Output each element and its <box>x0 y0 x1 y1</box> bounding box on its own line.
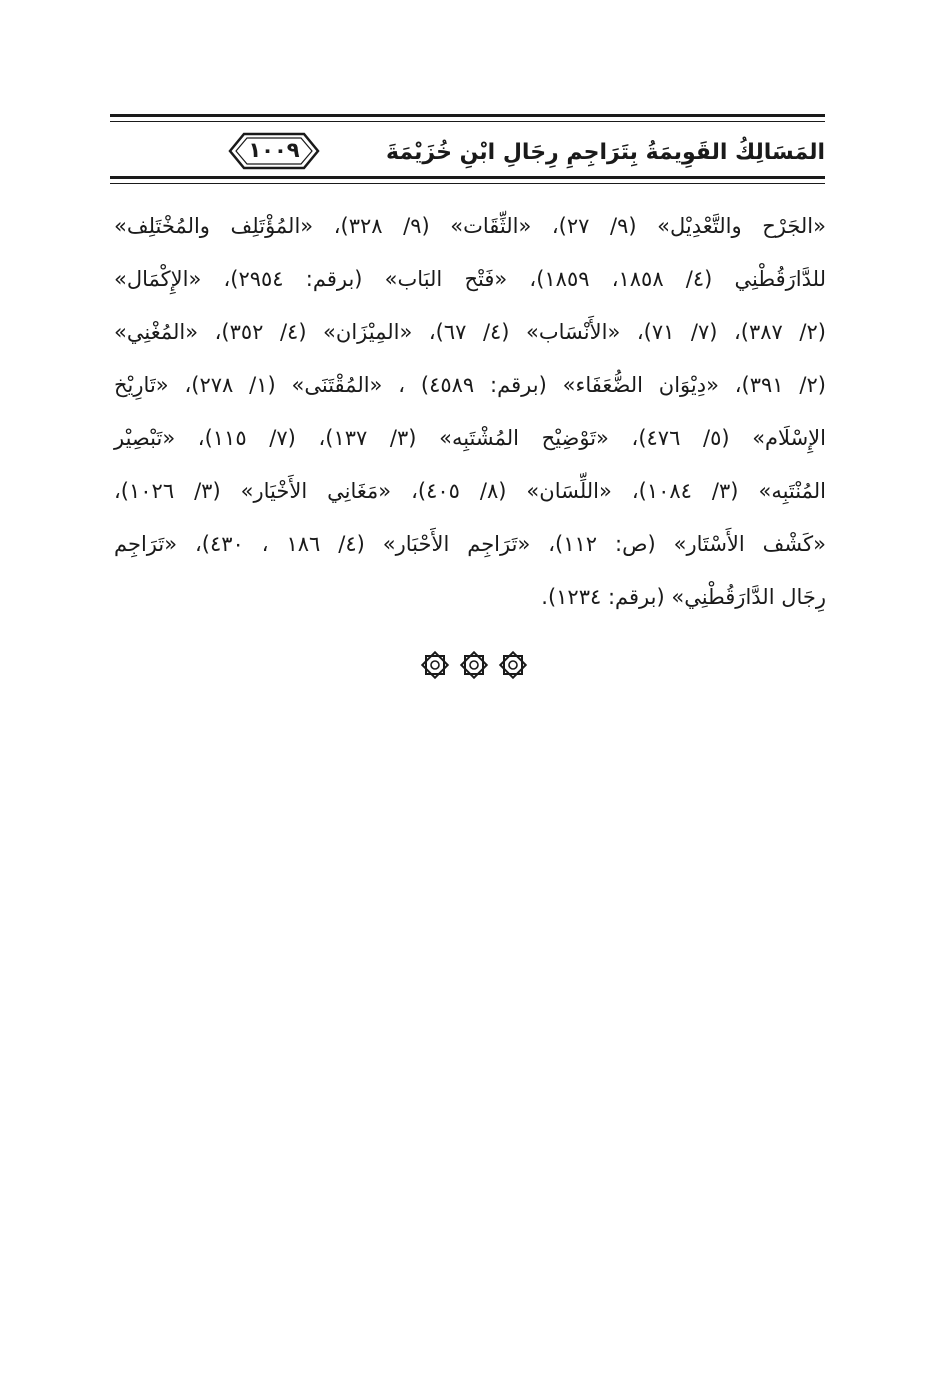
section-end-ornament <box>420 650 528 680</box>
eight-point-star-icon <box>420 650 450 680</box>
page-number-badge <box>226 128 322 174</box>
header-rule-bottom-thick <box>110 176 825 179</box>
text-line: الإِسْلَام» (٥/ ٤٧٦)، «تَوْضِيْح المُشْتَبِه» (٣/ ١٣٧)، (٧/ ١١٥)، «تَبْصِيْر <box>114 426 826 450</box>
text-line: للدَّارَقُطْنِي (٤/ ١٨٥٨، ١٨٥٩)، «فَتْح البَاب» (برقم: ٢٩٥٤)، «الإِكْمَال» <box>114 267 826 291</box>
header-rule-top-thick <box>110 114 825 117</box>
text-line: رِجَال الدَّارَقُطْنِي» (برقم: ١٢٣٤). <box>541 585 826 609</box>
text-line: «الجَرْح والتَّعْدِيْل» (٩/ ٢٧)، «الثِّقَات» (٩/ ٣٢٨)، «المُؤْتَلِف والمُخْتَلِف» <box>114 214 826 238</box>
text-line: المُنْتَبِه» (٣/ ١٠٨٤)، «اللِّسَان» (٨/ ٤٠٥)، «مَغَانِي الأَخْيَار» (٣/ ١٠٢٦)، <box>114 479 826 503</box>
eight-point-star-icon <box>459 650 489 680</box>
header-rule-bottom-thin <box>110 183 825 184</box>
header-rule-top-thin <box>110 121 825 122</box>
page-number: ١٠٠٩ <box>248 138 300 162</box>
running-title: المَسَالِكُ القَوِيمَةُ بِتَرَاجِمِ رِجَالِ ابْنِ خُزَيْمَةَ <box>386 140 825 165</box>
footnote-body <box>114 200 826 624</box>
text-line: «كَشْف الأَسْتَار» (ص: ١١٢)، «تَرَاجِم الأَحْبَار» (٤/ ١٨٦ ، ٤٣٠)، «تَرَاجِم <box>114 532 826 556</box>
text-line: (٢/ ٣٨٧)، (٧/ ٧١)، «الأَنْسَاب» (٤/ ٦٧)، «المِيْزَان» (٤/ ٣٥٢)، «المُغْنِي» <box>114 320 826 344</box>
eight-point-star-icon <box>498 650 528 680</box>
text-line: (٢/ ٣٩١)، «دِيْوَان الضُّعَفَاء» (برقم: ٤٥٨٩) ، «المُقْتَنَى» (١/ ٢٧٨)، «تَارِيْخ <box>114 373 826 397</box>
